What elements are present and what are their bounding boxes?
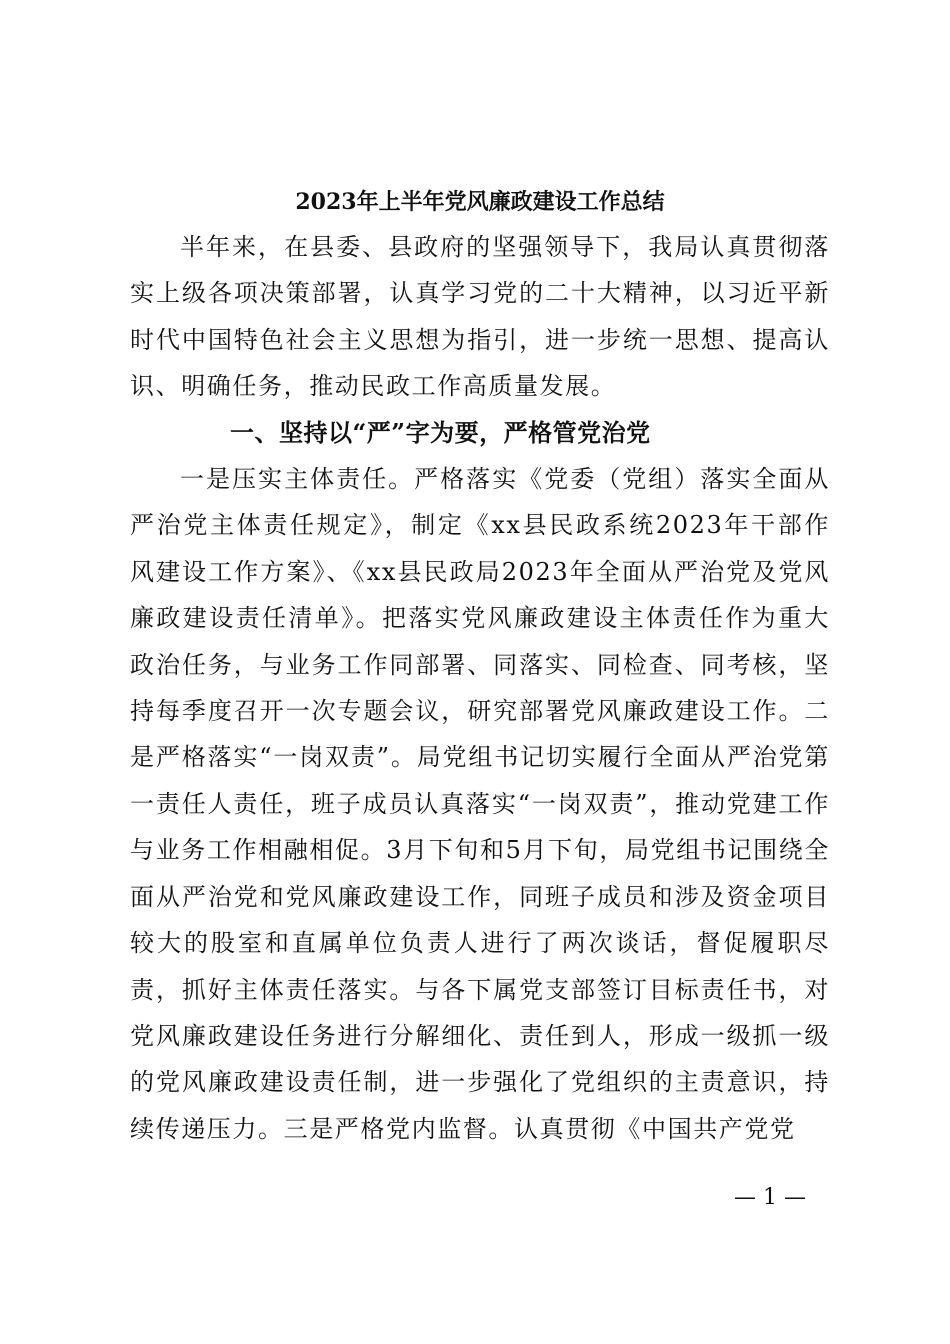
- body-paragraph: 一是压实主体责任。严格落实《党委（党组）落实全面从严治党主体责任规定》，制定《xx县民政系统2023年干部作风建设工作方案》、《xx县民政局2023年全面从严治党及党风廉政建设责任清单》。把落实党风廉政建设主体责任作为重大政治任务，与业务工作同部署、同落实、同检查、同考核，坚持每季度召开一次专题会议，研究部署党风廉政建设工作。二是严格落实“一岗双责”。局党组书记切实履行全面从严治党第一责任人责任，班子成员认真落实“一岗双责”，推动党建工作与业务工作相融相促。3月下旬和5月下旬，局党组书记围绕全面从严治党和党风廉政建设工作，同班子成员和涉及资金项目较大的股室和直属单位负责人进行了两次谈话，督促履职尽责，抓好主体责任落实。与各下属党支部签订目标责任书，对党风廉政建设任务进行分解细化、责任到人，形成一级抓一级的党风廉政建设责任制，进一步强化了党组织的主责意识，持续传递压力。三是严格党内监督。认真贯彻《中国共产党党: [130, 465, 830, 1143]
- section-heading: 一、坚持以“严”字为要，严格管党治党: [230, 417, 651, 447]
- document-body: [130, 224, 830, 1152]
- document-title: 2023年上半年党风廉政建设工作总结: [295, 189, 665, 215]
- intro-paragraph: 半年来，在县委、县政府的坚强领导下，我局认真贯彻落实上级各项决策部署，认真学习党的二十大精神，以习近平新时代中国特色社会主义思想为指引，进一步统一思想、提高认识、明确任务，推动民政工作高质量发展。: [130, 233, 830, 401]
- page-number: — 1 —: [734, 1185, 806, 1210]
